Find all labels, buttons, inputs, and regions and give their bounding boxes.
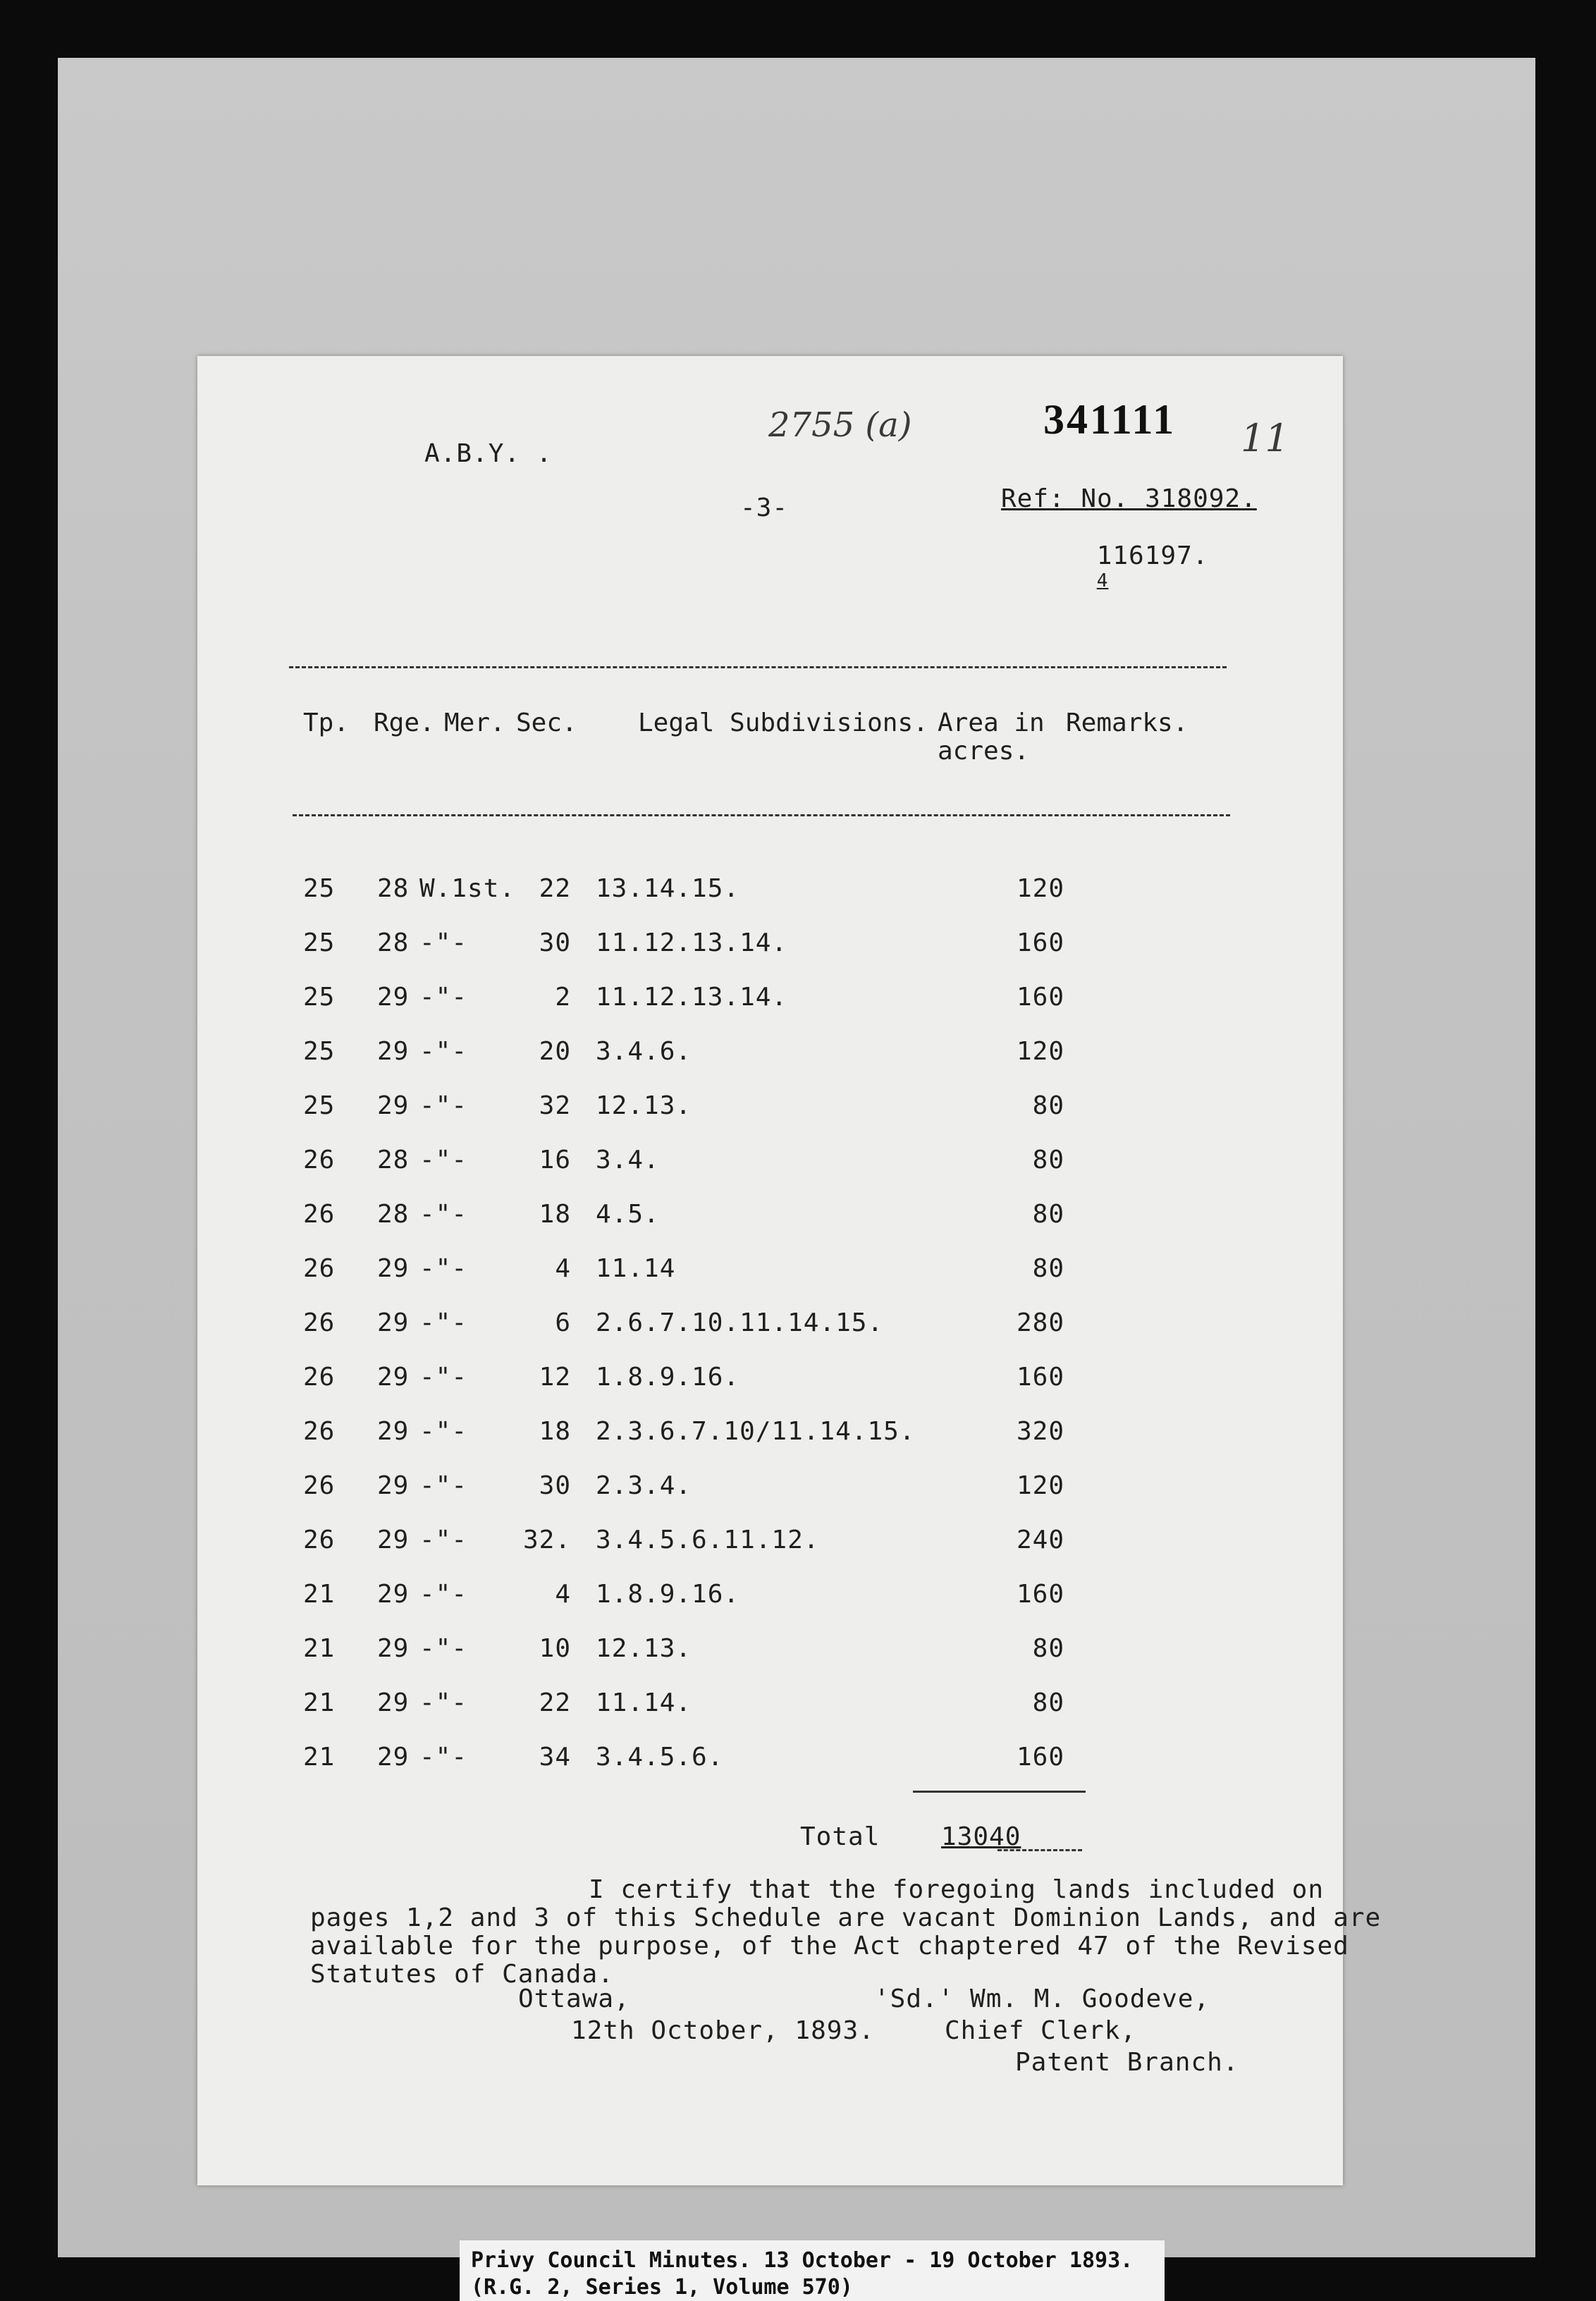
cell-legal-subdivisions: 11.14. (596, 1688, 692, 1717)
cell-legal-subdivisions: 3.4.6. (596, 1037, 692, 1066)
cell-tp: 21 (303, 1580, 336, 1609)
caption-line-2: (R.G. 2, Series 1, Volume 570) (471, 2275, 853, 2300)
cell-rge: 29 (377, 1580, 410, 1609)
cell-tp: 26 (303, 1526, 336, 1554)
cell-legal-subdivisions: 13.14.15. (596, 874, 740, 903)
cell-tp: 25 (303, 874, 336, 903)
cell-sec: 30 (539, 928, 571, 957)
header-rule-top (289, 666, 1227, 668)
cell-tp: 26 (303, 1471, 336, 1500)
cell-mer: -"- (419, 983, 468, 1012)
header-legal-subdivisions: Legal Subdivisions. (638, 708, 928, 737)
cell-area: 80 (1032, 1688, 1064, 1717)
table-row (197, 1580, 1343, 1615)
table-row (197, 1091, 1343, 1127)
header-rge: Rge. (374, 708, 435, 737)
handwritten-reference: 2755 (a) (768, 405, 912, 445)
cell-sec: 12 (539, 1363, 571, 1392)
cell-rge: 29 (377, 1688, 410, 1717)
cell-legal-subdivisions: 3.4. (596, 1146, 660, 1174)
cell-tp: 25 (303, 983, 336, 1012)
cell-legal-subdivisions: 1.8.9.16. (596, 1363, 740, 1392)
signature: 'Sd.' Wm. M. Goodeve, (874, 1984, 1210, 2013)
cell-rge: 29 (377, 1471, 410, 1500)
cell-area: 80 (1032, 1146, 1064, 1174)
cell-sec: 18 (539, 1417, 571, 1446)
header-mer: Mer. (444, 708, 505, 737)
cell-mer: -"- (419, 1146, 468, 1174)
certification-line-3: available for the purpose, of the Act chaptered 47 of the Revised (310, 1932, 1349, 1961)
cell-legal-subdivisions: 4.5. (596, 1200, 660, 1229)
cell-area: 80 (1032, 1091, 1064, 1120)
cell-tp: 25 (303, 928, 336, 957)
cell-rge: 29 (377, 1526, 410, 1554)
cell-mer: -"- (419, 1526, 468, 1554)
cell-area: 160 (1016, 1743, 1064, 1772)
cell-legal-subdivisions: 11.12.13.14. (596, 928, 788, 957)
stamp-number: 341111 (1043, 396, 1177, 443)
cell-rge: 28 (377, 1146, 410, 1174)
cell-legal-subdivisions: 2.6.7.10.11.14.15. (596, 1308, 884, 1337)
cell-legal-subdivisions: 12.13. (596, 1091, 692, 1120)
cell-sec: 30 (539, 1471, 571, 1500)
table-row (197, 1200, 1343, 1235)
cell-mer: -"- (419, 1091, 468, 1120)
cell-rge: 29 (377, 1743, 410, 1772)
cell-sec: 32 (539, 1091, 571, 1120)
cell-sec: 18 (539, 1200, 571, 1229)
cell-tp: 26 (303, 1254, 336, 1283)
cell-legal-subdivisions: 3.4.5.6. (596, 1743, 724, 1772)
cell-sec: 16 (539, 1146, 571, 1174)
table-row (197, 1526, 1343, 1561)
initials: A.B.Y. . (424, 439, 553, 468)
table-row (197, 1688, 1343, 1724)
cell-mer: W.1st. (419, 874, 516, 903)
cell-tp: 26 (303, 1363, 336, 1392)
cell-mer: -"- (419, 1580, 468, 1609)
reference-number: Ref: No. 318092. (1001, 484, 1257, 513)
signatory-branch: Patent Branch. (1015, 2048, 1239, 2077)
cell-mer: -"- (419, 1363, 468, 1392)
cell-area: 160 (1016, 1363, 1064, 1392)
cell-sec: 34 (539, 1743, 571, 1772)
table-row (197, 1471, 1343, 1507)
archive-caption (460, 2240, 1165, 2301)
cell-rge: 28 (377, 928, 410, 957)
cell-area: 80 (1032, 1254, 1064, 1283)
cell-legal-subdivisions: 11.12.13.14. (596, 983, 788, 1012)
cell-mer: -"- (419, 1634, 468, 1663)
sub-reference-number: 4 (1096, 570, 1109, 591)
cell-mer: -"- (419, 928, 468, 957)
total-value: 13040 (941, 1822, 1021, 1851)
cell-mer: -"- (419, 1743, 468, 1772)
cell-sec: 2 (555, 983, 571, 1012)
cell-sec: 32. (522, 1526, 571, 1554)
cell-area: 160 (1016, 1580, 1064, 1609)
cell-legal-subdivisions: 2.3.6.7.10/11.14.15. (596, 1417, 916, 1446)
cell-mer: -"- (419, 1688, 468, 1717)
cell-sec: 4 (555, 1254, 571, 1283)
cell-rge: 29 (377, 1363, 410, 1392)
cell-rge: 29 (377, 1091, 410, 1120)
cell-mer: -"- (419, 1254, 468, 1283)
sub-reference (1033, 513, 1208, 631)
table-row (197, 928, 1343, 964)
cell-rge: 29 (377, 1417, 410, 1446)
cell-tp: 26 (303, 1308, 336, 1337)
cell-legal-subdivisions: 3.4.5.6.11.12. (596, 1526, 820, 1554)
certification-line-4: Statutes of Canada. (310, 1960, 614, 1989)
cell-area: 280 (1016, 1308, 1064, 1337)
cell-sec: 22 (539, 1688, 571, 1717)
cell-area: 320 (1016, 1417, 1064, 1446)
cell-area: 160 (1016, 928, 1064, 957)
page-marker: -3- (740, 493, 789, 522)
table-row (197, 1037, 1343, 1072)
cell-rge: 29 (377, 983, 410, 1012)
cell-tp: 21 (303, 1743, 336, 1772)
cell-area: 240 (1016, 1526, 1064, 1554)
header-tp: Tp. (303, 708, 350, 737)
header-sec: Sec. (516, 708, 577, 737)
cell-tp: 21 (303, 1634, 336, 1663)
cell-sec: 22 (539, 874, 571, 903)
header-remarks: Remarks. (1066, 708, 1189, 737)
column-headers (197, 708, 1343, 766)
cell-legal-subdivisions: 1.8.9.16. (596, 1580, 740, 1609)
certification-line-1: I certify that the foregoing lands included on (589, 1875, 1324, 1904)
cell-tp: 25 (303, 1037, 336, 1066)
cell-rge: 28 (377, 874, 410, 903)
cell-area: 120 (1016, 1471, 1064, 1500)
sub-reference-value: 116197. (1096, 541, 1209, 570)
signatory-title: Chief Clerk, (945, 2016, 1137, 2045)
total-rule (913, 1791, 1086, 1793)
cell-area: 120 (1016, 874, 1064, 903)
cell-rge: 29 (377, 1634, 410, 1663)
table-row (197, 983, 1343, 1018)
header-area-unit: acres. (938, 737, 1030, 766)
table-row (197, 1417, 1343, 1452)
cell-sec: 6 (555, 1308, 571, 1337)
table-row (197, 1363, 1343, 1398)
cell-tp: 26 (303, 1146, 336, 1174)
cell-tp: 21 (303, 1688, 336, 1717)
table-row (197, 1743, 1343, 1778)
cell-mer: -"- (419, 1308, 468, 1337)
cell-legal-subdivisions: 11.14 (596, 1254, 676, 1283)
caption-line-1: Privy Council Minutes. 13 October - 19 October 1893. (471, 2248, 1134, 2273)
cell-legal-subdivisions: 2.3.4. (596, 1471, 692, 1500)
table-row (197, 1308, 1343, 1344)
certification-line-2: pages 1,2 and 3 of this Schedule are vacant Dominion Lands, and are (310, 1903, 1382, 1932)
cell-rge: 28 (377, 1200, 410, 1229)
cell-sec: 20 (539, 1037, 571, 1066)
cell-mer: -"- (419, 1471, 468, 1500)
table-row (197, 874, 1343, 909)
cell-rge: 29 (377, 1254, 410, 1283)
header-area: Area in (938, 708, 1045, 737)
document-page (197, 356, 1382, 2185)
cell-area: 80 (1032, 1200, 1064, 1229)
cell-rge: 29 (377, 1308, 410, 1337)
date: 12th October, 1893. (571, 2016, 875, 2045)
cell-mer: -"- (419, 1037, 468, 1066)
cell-tp: 26 (303, 1200, 336, 1229)
table-row (197, 1634, 1343, 1669)
cell-legal-subdivisions: 12.13. (596, 1634, 692, 1663)
cell-sec: 4 (555, 1580, 571, 1609)
table-row (197, 1254, 1343, 1289)
cell-area: 80 (1032, 1634, 1064, 1663)
cell-area: 120 (1016, 1037, 1064, 1066)
cell-tp: 25 (303, 1091, 336, 1120)
place: Ottawa, (518, 1984, 630, 2013)
header-rule-bottom (293, 814, 1230, 816)
margin-mark: 11 (1241, 416, 1289, 460)
cell-area: 160 (1016, 983, 1064, 1012)
cell-mer: -"- (419, 1417, 468, 1446)
cell-sec: 10 (539, 1634, 571, 1663)
total-label: Total (800, 1822, 880, 1851)
table-row (197, 1146, 1343, 1181)
total-underline-tail (998, 1849, 1082, 1851)
cell-mer: -"- (419, 1200, 468, 1229)
cell-rge: 29 (377, 1037, 410, 1066)
cell-tp: 26 (303, 1417, 336, 1446)
